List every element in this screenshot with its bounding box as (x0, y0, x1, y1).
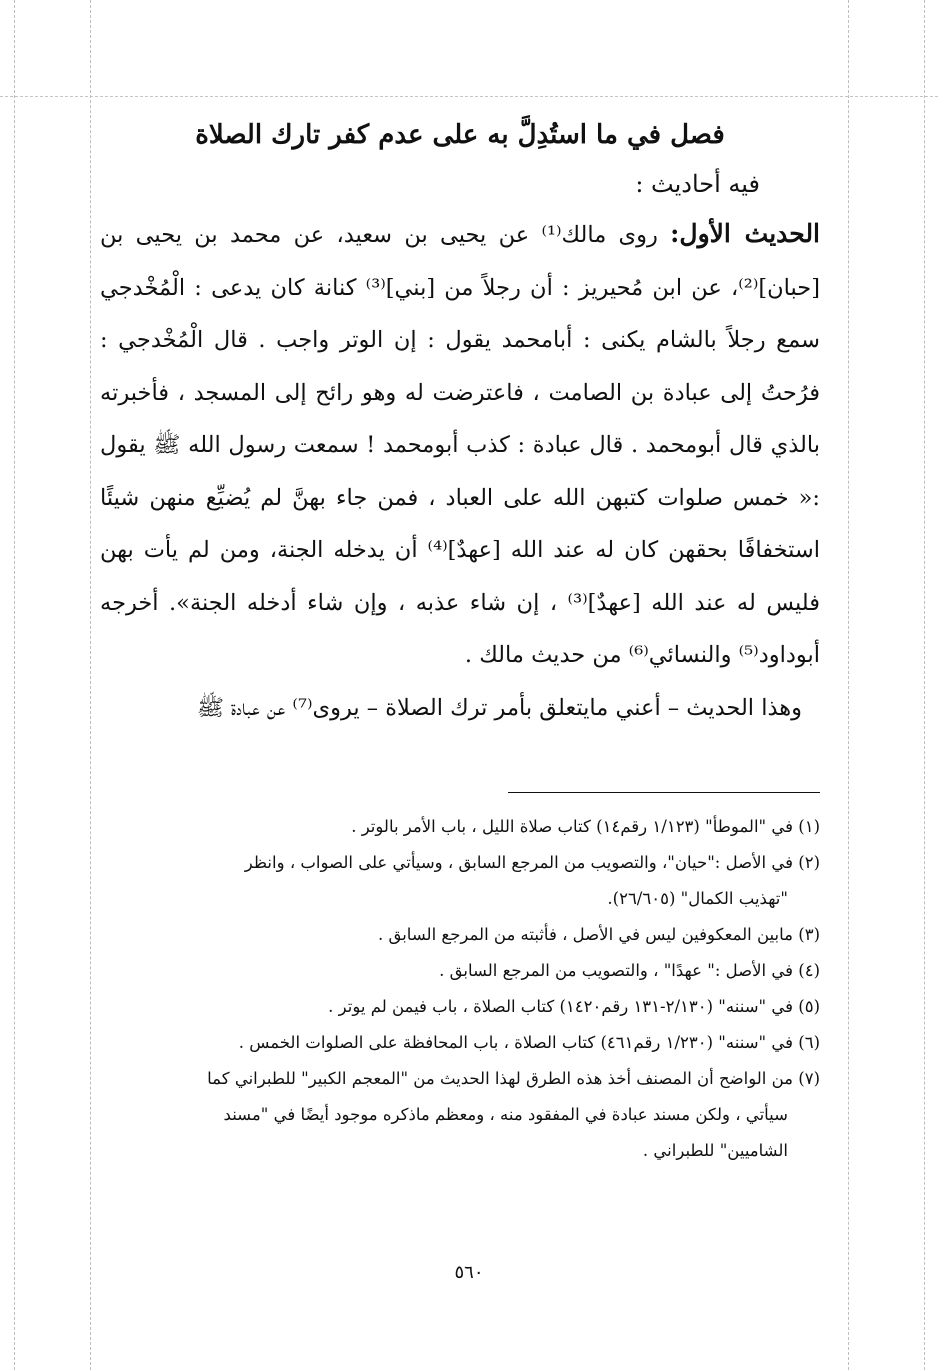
page-content (100, 110, 820, 1169)
footnote-3 (100, 917, 820, 953)
footnote-line: (٤) في الأصل :" عهدًا" ، والتصويب من المرجع السابق . (439, 960, 820, 980)
footnote-2 (100, 845, 820, 917)
footnote-line: (٣) مابين المعكوفين ليس في الأصل ، فأثبته من المرجع السابق . (377, 924, 820, 944)
guide-line-left (14, 0, 15, 1370)
guide-line-left-inner (90, 0, 91, 1370)
guide-line-top (0, 96, 938, 97)
second-paragraph: وهذا الحديث – أعني مايتعلق بأمر ترك الصلاة – يروى⁽⁷⁾ عن عبادة ﷺ (196, 694, 802, 721)
footnote-line: (٦) في "سننه" (١/٢٣٠ رقم٤٦١) كتاب الصلاة ، باب المحافظة على الصلوات الخمس . (238, 1032, 820, 1052)
footnote-line: (٧) من الواضح أن المصنف أخذ هذه الطرق لهذا الحديث من "المعجم الكبير" للطبراني كما (207, 1068, 820, 1088)
footnote-7 (100, 1061, 820, 1169)
footnote-line: (١) في "الموطأ" (١/١٢٣ رقم١٤) كتاب صلاة الليل ، باب الأمر بالوتر . (351, 816, 820, 836)
hadith-text: روى مالك⁽¹⁾ عن يحيى بن سعيد، عن محمد بن يحيى بن [حبان]⁽²⁾، عن ابن مُحيريز : أن رجلاً من [بني]⁽³⁾ كنانة كان يدعى : الْمُخْدجي سمع رجلاً بالشام يكنى : أبامحمد يقول : إن الوتر واجب . قال الْمُخْدجي : فرُحتُ إلى عبادة بن الصامت ، فاعترضت له وهو رائح إلى المسجد ، فأخبرته بالذي قال أبومحمد . قال عبادة : كذب أبومحمد ! سمعت رسول الله ﷺ يقول :« خمس صلوات كتبهن الله على العباد ، فمن جاء بهنَّ لم يُضيِّع منهن شيئًا استخفافًا بحقهن كان له عند الله [عهدٌ]⁽⁴⁾ أن يدخله الجنة، ومن لم يأت بهن فليس له عند الله [عهدٌ]⁽³⁾ ، إن شاء عذبه ، وإن شاء أدخله الجنة». أخرجه أبوداود⁽⁵⁾ والنسائي⁽⁶⁾ من حديث مالك . (100, 222, 821, 668)
hadith-heading: الحديث الأول: (670, 219, 821, 248)
footnote-5 (100, 989, 820, 1025)
footnote-line: "تهذيب الكمال" (٢٦/٦٠٥). (607, 888, 788, 908)
page-title: فصل في ما استُدِلَّ به على عدم كفر تارك الصلاة (195, 120, 725, 150)
footnote-line: (٥) في "سننه" (٢/١٣٠-١٣١ رقم١٤٢٠) كتاب الصلاة ، باب فيمن لم يوتر . (328, 996, 820, 1016)
footnotes (100, 809, 820, 1169)
hadith-paragraph (100, 208, 820, 682)
page-number: ٥٦٠ (454, 1262, 484, 1283)
footnote-line: الشاميين" للطبراني . (642, 1140, 788, 1160)
footnote-1 (100, 809, 820, 845)
footnote-6 (100, 1025, 820, 1061)
guide-line-right (924, 0, 925, 1370)
footnote-4 (100, 953, 820, 989)
intro-line: فيه أحاديث : (635, 170, 760, 198)
footnote-line: سيأتي ، ولكن مسند عبادة في المفقود منه ، ومعظم ماذكره موجود أيضًا في "مسند (223, 1104, 788, 1124)
footnote-line: (٢) في الأصل :"حيان"، والتصويب من المرجع السابق ، وسيأتي على الصواب ، وانظر (244, 852, 820, 872)
guide-line-right-inner (848, 0, 849, 1370)
footnote-separator (508, 792, 820, 793)
